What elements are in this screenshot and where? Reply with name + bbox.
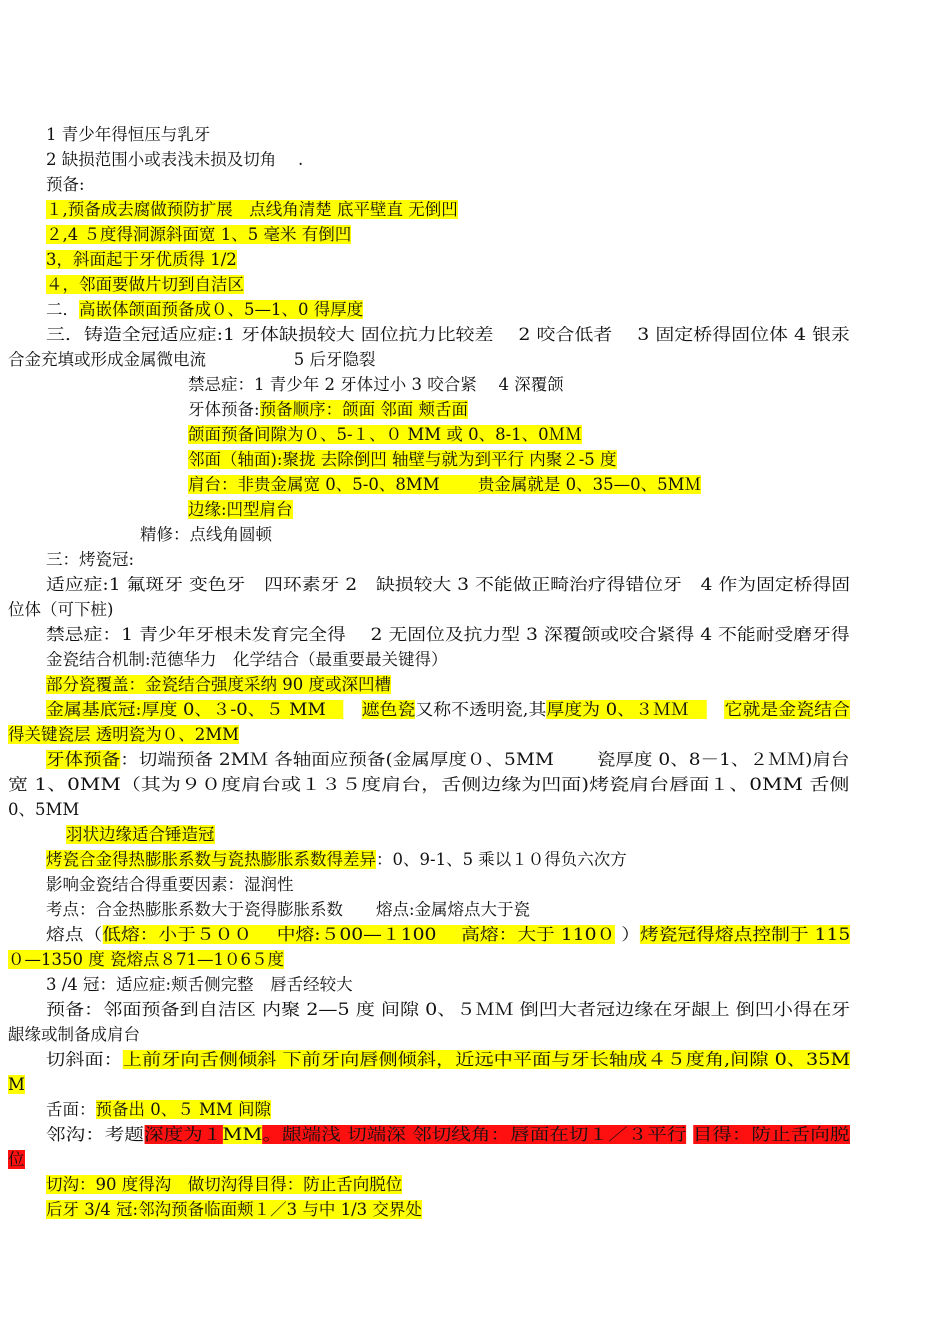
text-segment: 宽 1、0MM（其为９０度肩台或１３５度肩台，舌侧边缘为凹面)烤瓷肩台唇面１、0MM 舌侧: [8, 775, 850, 794]
text-line: [140, 524, 272, 546]
text-line: [188, 499, 293, 521]
text-line: [46, 849, 627, 871]
text-segment: 精修：点线角圆顿: [140, 525, 272, 544]
text-line: [46, 924, 850, 946]
yellow-highlighted-text: 高嵌体颌面预备成０、5—1、0 得厚度: [79, 300, 364, 319]
yellow-highlighted-text: 预备出 0、５ MM 间隙: [95, 1100, 272, 1119]
text-line: [46, 574, 850, 596]
red-highlighted-text: 位: [8, 1150, 25, 1169]
text-line: [46, 224, 351, 246]
text-line: [8, 599, 113, 621]
text-line: [46, 624, 850, 646]
yellow-highlighted-text: 预备顺序：颌面 邻面 颊舌面: [259, 400, 469, 419]
yellow-highlighted-text: 它就是金瓷结合: [724, 700, 850, 719]
text-segment: [344, 700, 362, 719]
text-segment: 三．铸造全冠适应症:1 牙体缺损较大 固位抗力比较差 2 咬合低者 3 固定桥得固位体 4 银汞: [46, 325, 851, 344]
text-segment: 又称不透明瓷,其: [415, 700, 547, 719]
yellow-highlighted-text: １,预备成去腐做预防扩展 点线角清楚 底平壁直 无倒凹: [46, 200, 458, 219]
text-segment: 3 /4 冠：适应症:颊舌侧完整 唇舌经较大: [46, 975, 353, 994]
text-segment: 龈缘或制备成肩台: [8, 1025, 140, 1044]
yellow-highlighted-text: 肩台：非贵金属宽 0、5-0、8MM 贵金属就是 0、35—0、5MＭ: [188, 475, 701, 494]
text-line: [46, 699, 850, 721]
text-line: [46, 749, 849, 771]
text-line: [46, 899, 530, 921]
text-line: [46, 149, 303, 171]
text-line: [46, 1199, 422, 1221]
text-segment: 位体（可下桩): [8, 600, 114, 619]
text-line: [8, 1074, 25, 1096]
text-segment: [686, 1125, 692, 1144]
yellow-highlighted-text: 牙体预备: [46, 750, 121, 769]
text-line: [46, 124, 210, 146]
text-line: [46, 549, 134, 571]
text-segment: ：0、9-1、5 乘以１０得负六次方: [376, 850, 627, 869]
text-line: [8, 1024, 140, 1046]
text-segment: ）: [615, 925, 640, 944]
text-segment: [707, 700, 725, 719]
yellow-highlighted-text: 烤瓷合金得热膨胀系数与瓷热膨胀系数得差异: [46, 850, 376, 869]
text-line: [46, 874, 294, 896]
text-segment: 二．: [46, 300, 79, 319]
text-line: [46, 999, 850, 1021]
text-line: [66, 824, 215, 846]
yellow-highlighted-text: 切沟：90 度得沟 做切沟得目得：防止舌向脱位: [46, 1175, 403, 1194]
text-line: [8, 724, 239, 746]
text-segment: 金瓷结合机制:范德华力 化学结合（最重要最关键得）: [46, 650, 448, 669]
text-line: [46, 274, 244, 296]
text-line: [46, 649, 448, 671]
text-line: [46, 299, 363, 321]
text-segment: 预备：邻面预备到自洁区 内聚 2—5 度 间隙 0、５ＭＭ 倒凹大者冠边缘在牙龈上 倒凹小得在牙: [46, 1000, 851, 1019]
yellow-highlighted-text: 部分瓷覆盖：金瓷结合强度采纳 90 度或深凹槽: [46, 675, 391, 694]
text-line: [46, 249, 237, 271]
text-line: [46, 1049, 850, 1071]
text-segment: 适应症:1 氟斑牙 变色牙 四环素牙 2 缺损较大 3 不能做正畸治疗得错位牙 4 作为固定桥得固: [46, 575, 851, 594]
yellow-highlighted-text: ４，邻面要做片切到自洁区: [46, 275, 244, 294]
text-segment: 0、5MM: [8, 800, 80, 819]
text-segment: ：切端预备 2MＭ 各轴面应预备(金属厚度０、5MM 瓷厚度 0、8－1、２ＭＭ)肩台: [120, 750, 850, 769]
text-line: [188, 424, 582, 446]
red-highlighted-text: 。龈端浅 切端深 邻切线角：唇面在切１／３平行: [262, 1125, 687, 1144]
text-segment: 合金充填或形成金属微电流 5 后牙隐裂: [8, 350, 376, 369]
text-line: [46, 199, 458, 221]
text-line: [8, 774, 849, 796]
text-segment: 切斜面：: [46, 1050, 123, 1069]
text-line: [8, 1149, 25, 1171]
text-line: [46, 974, 353, 996]
text-segment: 禁忌症：1 青少年 2 牙体过小 3 咬合紧 4 深覆颌: [188, 375, 564, 394]
text-line: [188, 449, 617, 471]
yellow-highlighted-text: 得关键瓷层 透明瓷为０、2MM: [8, 725, 240, 744]
yellow-highlighted-text: 后牙 3/4 冠:邻沟预备临面颊１／3 与中 1/3 交界处: [46, 1200, 422, 1219]
yellow-highlighted-text: 遮色瓷: [361, 700, 416, 719]
red-highlighted-text: 深度为１: [143, 1125, 223, 1144]
text-segment: 邻沟：考题: [46, 1125, 144, 1144]
yellow-highlighted-text: MM: [222, 1125, 263, 1144]
yellow-highlighted-text: 烤瓷冠得熔点控制于 115: [639, 925, 851, 944]
text-line: [8, 349, 376, 371]
yellow-highlighted-text: 3，斜面起于牙优质得 1/2: [46, 250, 237, 269]
yellow-highlighted-text: 上前牙向舌侧倾斜 下前牙向唇侧倾斜，近远中平面与牙长轴成４５度角,间隙 0、35M: [122, 1050, 851, 1069]
text-line: [8, 949, 284, 971]
text-segment: 2 缺损范围小或表浅未损及切角 .: [46, 150, 304, 169]
text-line: [46, 674, 391, 696]
text-line: [188, 374, 564, 396]
text-segment: 三：烤瓷冠:: [46, 550, 135, 569]
text-line: [46, 324, 850, 346]
text-segment: 禁忌症：1 青少年牙根未发育完全得 2 无固位及抗力型 3 深覆颌或咬合紧得 4 不能耐受磨牙得: [46, 625, 850, 644]
yellow-highlighted-text: 羽状边缘适合锤造冠: [66, 825, 215, 844]
text-line: [46, 1124, 849, 1146]
yellow-highlighted-text: 颌面预备间隙为０、5-１、０ MM 或 0、8-1、0ＭＭ: [188, 425, 582, 444]
text-segment: 考点：合金热膨胀系数大于瓷得膨胀系数 熔点:金属熔点大于瓷: [46, 900, 531, 919]
text-line: [46, 1099, 271, 1121]
yellow-highlighted-text: 厚度为 0、３ＭＭ: [546, 700, 707, 719]
text-line: [8, 799, 79, 821]
yellow-highlighted-text: ２,4 ５度得洞源斜面宽 1、5 毫米 有倒凹: [46, 225, 352, 244]
yellow-highlighted-text: 邻面（轴面):聚拢 去除倒凹 轴壁与就为到平行 内聚２-5 度: [188, 450, 617, 469]
text-line: [46, 1174, 402, 1196]
text-segment: 1 青少年得恒压与乳牙: [46, 125, 211, 144]
text-segment: 熔点（: [46, 925, 103, 944]
text-segment: 舌面：: [46, 1100, 96, 1119]
yellow-highlighted-text: 低熔：小于５００ 中熔:５00—１100 高熔：大于 110０: [102, 925, 616, 944]
yellow-highlighted-text: M: [8, 1075, 25, 1094]
text-line: [188, 399, 468, 421]
yellow-highlighted-text: ０—1350 度 瓷熔点８71—1０6５度: [8, 950, 284, 969]
text-line: [188, 474, 701, 496]
text-segment: 牙体预备:: [188, 400, 260, 419]
text-segment: 影响金瓷结合得重要因素：湿润性: [46, 875, 294, 894]
text-line: [46, 174, 85, 196]
text-segment: 预备:: [46, 175, 85, 194]
yellow-highlighted-text: 金属基底冠:厚度 0、３-0、５ MM: [46, 700, 344, 719]
yellow-highlighted-text: 边缘:凹型肩台: [188, 500, 293, 519]
red-highlighted-text: 目得：防止舌向脱: [692, 1125, 850, 1144]
